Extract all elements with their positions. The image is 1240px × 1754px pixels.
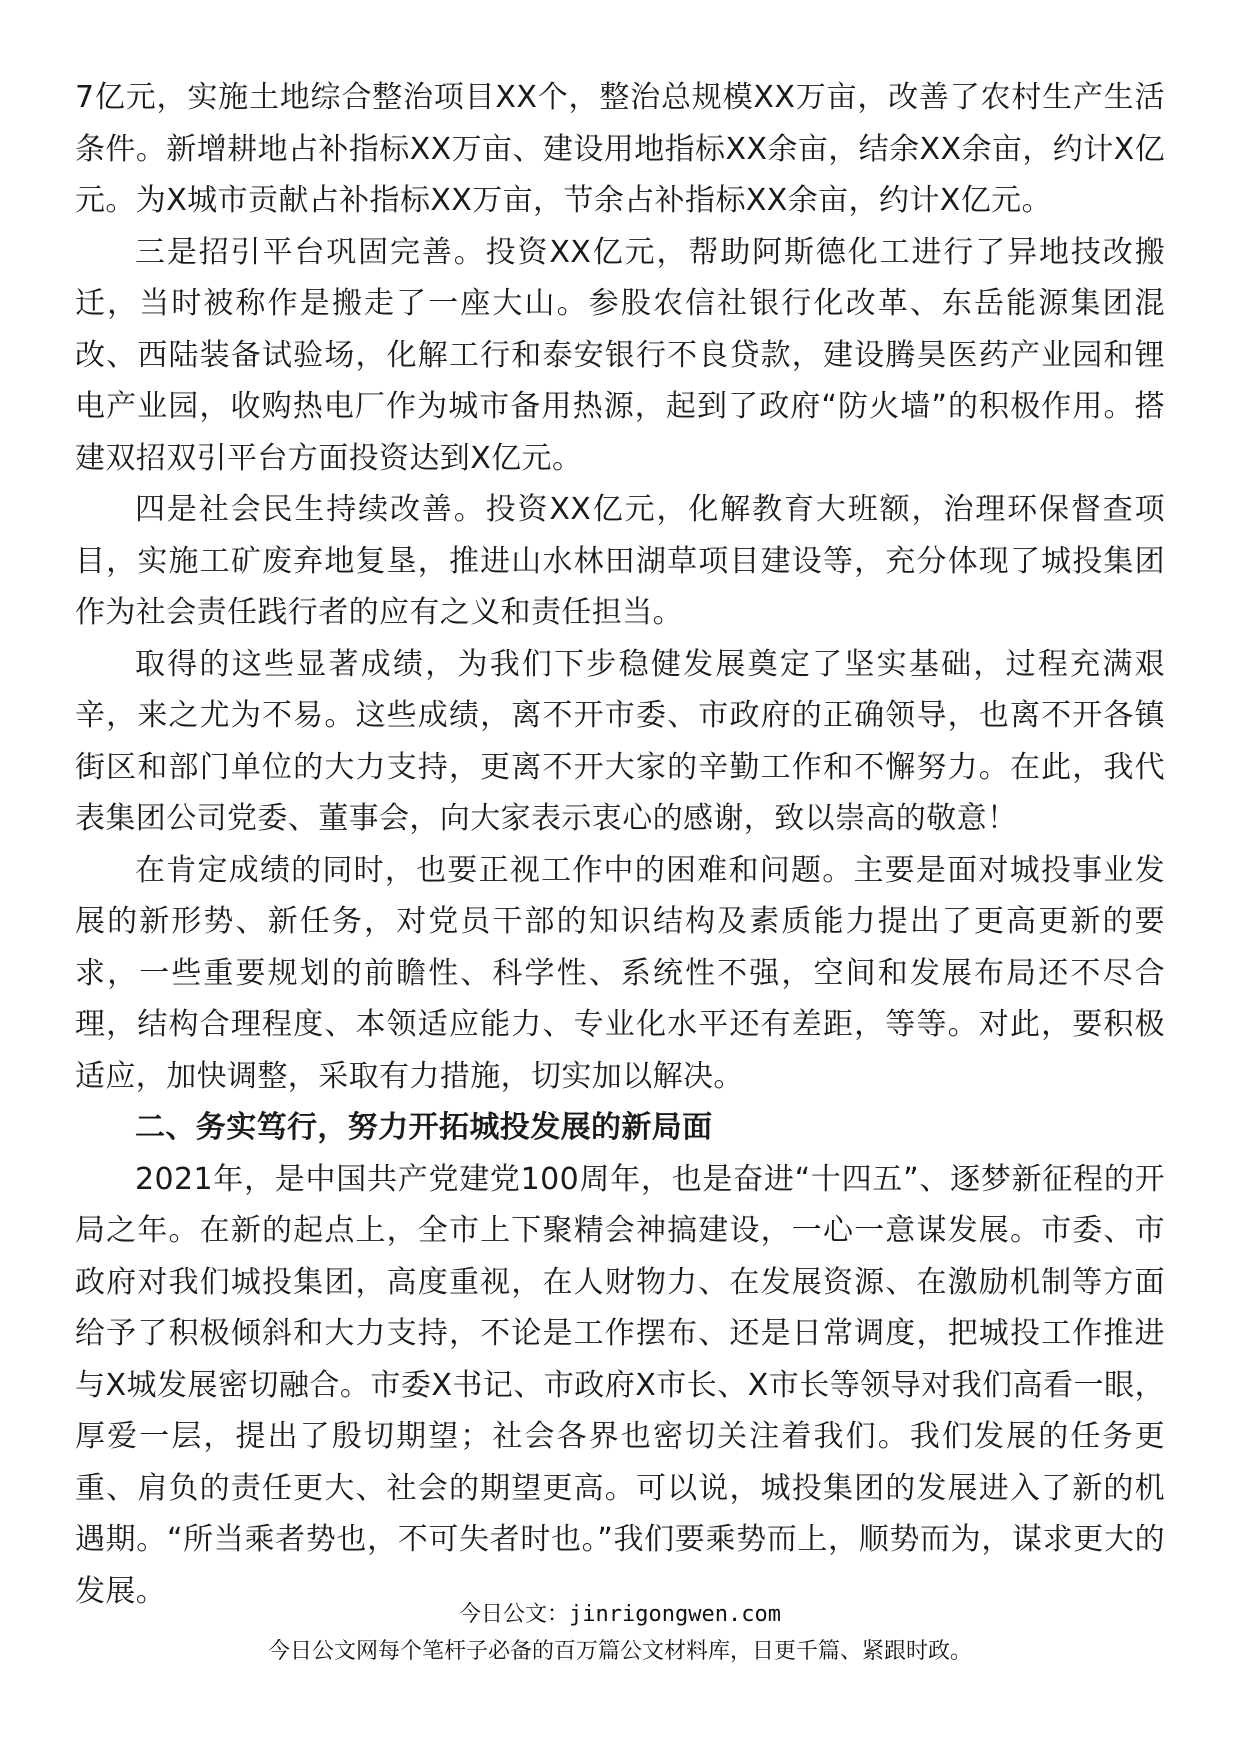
paragraph-achievements-thanks: 取得的这些显著成绩，为我们下步稳健发展奠定了坚实基础，过程充满艰辛，来之尤为不易。这些成绩，离不开市委、市政府的正确领导，也离不开各镇街区和部门单位的大力支持，更离不开大家的辛勤工作和不懈努力。在此，我代表集团公司党委、董事会，向大家表示衷心的感谢，致以崇高的敬意！ — [75, 646, 1165, 836]
document-body — [75, 72, 1165, 1617]
paragraph-problems: 在肯定成绩的同时，也要正视工作中的困难和问题。主要是面对城投事业发展的新形势、新任务，对党员干部的知识结构及素质能力提出了更高更新的要求，一些重要规划的前瞻性、科学性、系统性不强，空间和发展布局还不尽合理，结构合理程度、本领适应能力、专业化水平还有差距，等等。对此，要积极适应，加快调整，采取有力措施，切实加以解决。 — [75, 852, 1165, 1094]
paragraph-social-welfare: 四是社会民生持续改善。投资XX亿元，化解教育大班额，治理环保督查项目，实施工矿废弃地复垦，推进山水林田湖草项目建设等，充分体现了城投集团作为社会责任践行者的应有之义和责任担当。 — [75, 492, 1165, 630]
footer-site-url[interactable]: jinrigongwen.com — [569, 1602, 781, 1627]
paragraph-2021-outlook: 2021年，是中国共产党建党100周年，也是奋进“十四五”、逐梦新征程的开局之年。在新的起点上，全市上下聚精会神搞建设，一心一意谋发展。市委、市政府对我们城投集团，高度重视，在人财物力、在发展资源、在激励机制等方面给予了积极倾斜和大力支持，不论是工作摆布、还是日常调度，把城投工作推进与X城发展密切融合。市委X书记、市政府X市长、X市长等领导对我们高看一眼，厚爱一层，提出了殷切期望；社会各界也密切关注着我们。我们发展的任务更重、肩负的责任更大、社会的期望更高。可以说，城投集团的发展进入了新的机遇期。“所当乘者势也，不可失者时也。”我们要乘势而上，顺势而为，谋求更大的发展。 — [75, 1161, 1165, 1609]
footer-site-label: 今日公文： — [459, 1602, 570, 1627]
section-heading-two: 二、务实笃行，努力开拓城投发展的新局面 — [135, 1110, 713, 1145]
footer-site-line — [0, 1597, 1240, 1628]
footer-slogan: 今日公文网每个笔杆子必备的百万篇公文材料库，日更千篇、紧跟时政。 — [267, 1639, 972, 1664]
paragraph-land-consolidation: 7亿元，实施土地综合整治项目XX个，整治总规模XX万亩，改善了农村生产生活条件。新增耕地占补指标XX万亩、建设用地指标XX余亩，结余XX余亩，约计X亿元。为X城市贡献占补指标XX万亩，节余占补指标XX余亩，约计X亿元。 — [75, 80, 1165, 218]
paragraph-investment-platform: 三是招引平台巩固完善。投资XX亿元，帮助阿斯德化工进行了异地技改搬迁，当时被称作是搬走了一座大山。参股农信社银行化改革、东岳能源集团混改、西陆装备试验场，化解工行和泰安银行不良贷款，建设腾昊医药产业园和锂电产业园，收购热电厂作为城市备用热源，起到了政府“防火墙”的积极作用。搭建双招双引平台方面投资达到X亿元。 — [75, 234, 1165, 476]
